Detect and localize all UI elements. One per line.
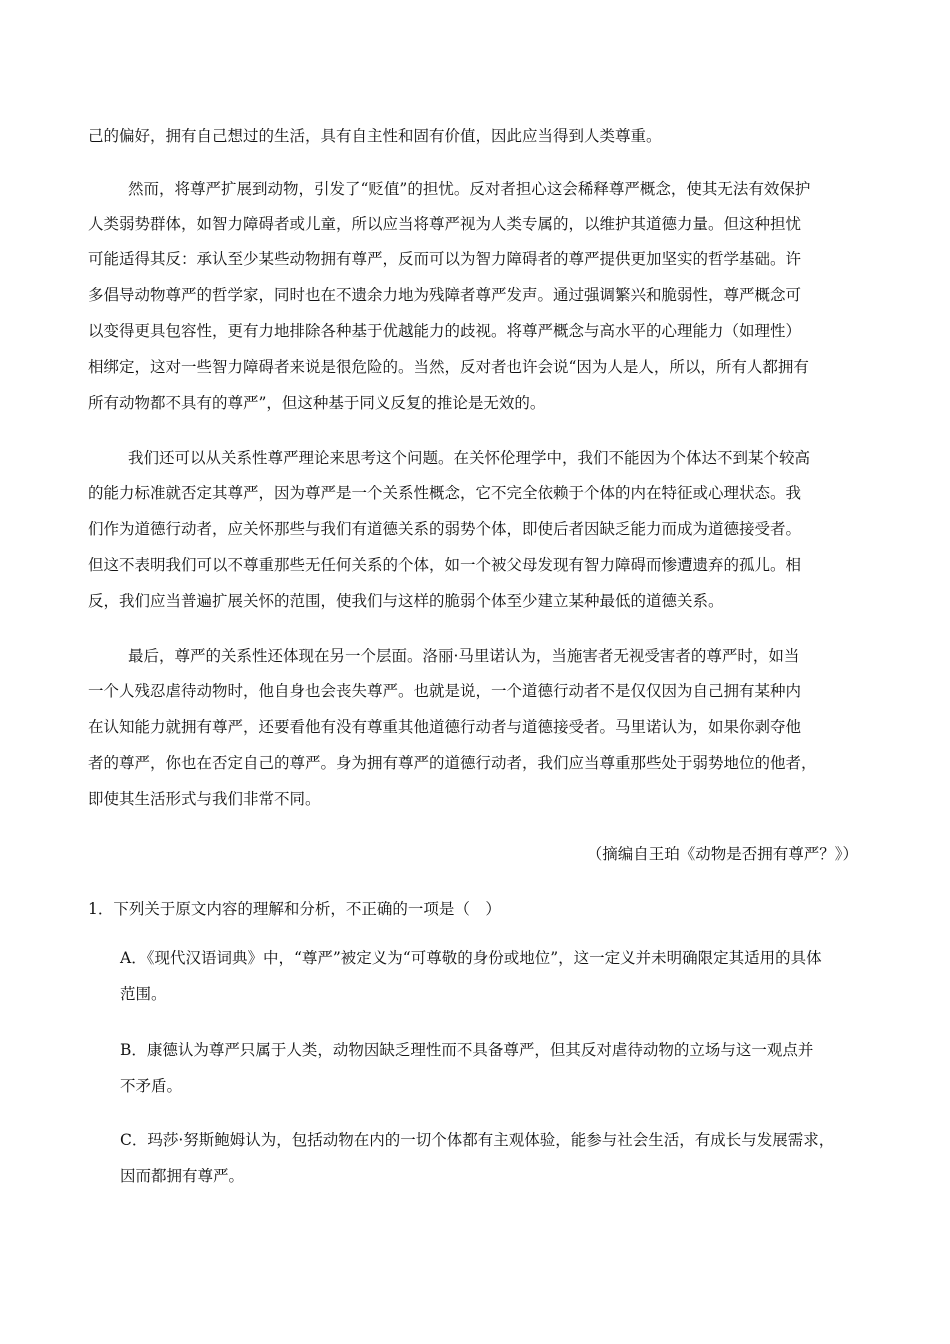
option-c-line: C．玛莎·努斯鲍姆认为，包括动物在内的一切个体都有主观体验，能参与社会生活，有成长与发展需求，	[120, 1131, 835, 1149]
paragraph-line: 多倡导动物尊严的哲学家，同时也在不遗余力地为残障者尊严发声。通过强调繁兴和脆弱性，尊严概念可	[88, 286, 802, 304]
paragraph-line: 最后，尊严的关系性还体现在另一个层面。洛丽·马里诺认为，当施害者无视受害者的尊严时，如当	[128, 647, 800, 665]
paragraph-line: 以变得更具包容性，更有力地排除各种基于优越能力的歧视。将尊严概念与高水平的心理能力（如理性）	[88, 322, 802, 340]
paragraph-line: 的能力标准就否定其尊严，因为尊严是一个关系性概念，它不完全依赖于个体的内在特征或心理状态。我	[88, 484, 802, 502]
option-a-line: A．《现代汉语词典》中，“尊严”被定义为“可尊敬的身份或地位”，这一定义并未明确限定其适用的具体	[120, 949, 822, 967]
paragraph-line: 相绑定，这对一些智力障碍者来说是很危险的。当然，反对者也许会说“因为人是人，所以，所有人都拥有	[88, 358, 809, 376]
paragraph-line: 己的偏好，拥有自己想过的生活，具有自主性和固有价值，因此应当得到人类尊重。	[88, 127, 662, 145]
paragraph-line: 即使其生活形式与我们非常不同。	[88, 790, 321, 808]
paragraph-line: 人类弱势群体，如智力障碍者或儿童，所以应当将尊严视为人类专属的，以维护其道德力量。但这种担忧	[88, 215, 802, 233]
paragraph-line: 反，我们应当普遍扩展关怀的范围，使我们与这样的脆弱个体至少建立某种最低的道德关系。	[88, 592, 724, 610]
option-b-line: 不矛盾。	[120, 1077, 183, 1095]
option-b-line: B．康德认为尊严只属于人类，动物因缺乏理性而不具备尊严，但其反对虐待动物的立场与这一观点并	[120, 1041, 814, 1059]
paragraph-line: 所有动物都不具有的尊严”，但这种基于同义反复的推论是无效的。	[88, 394, 546, 412]
paragraph-line: 一个人残忍虐待动物时，他自身也会丧失尊严。也就是说，一个道德行动者不是仅仅因为自己拥有某种内	[88, 682, 802, 700]
paragraph-line: 然而，将尊严扩展到动物，引发了“贬值”的担忧。反对者担心这会稀释尊严概念，使其无法有效保护	[128, 180, 811, 198]
paragraph-line: 但这不表明我们可以不尊重那些无任何关系的个体，如一个被父母发现有智力障碍而惨遭遗弃的孤儿。相	[88, 556, 802, 574]
paragraph-line: 我们还可以从关系性尊严理论来思考这个问题。在关怀伦理学中，我们不能因为个体达不到某个较高	[128, 449, 811, 467]
paragraph-line: 可能适得其反：承认至少某些动物拥有尊严，反而可以为智力障碍者的尊严提供更加坚实的哲学基础。许	[88, 250, 802, 268]
paragraph-line: 者的尊严，你也在否定自己的尊严。身为拥有尊严的道德行动者，我们应当尊重那些处于弱势地位的他者，	[88, 754, 817, 772]
option-c-line: 因而都拥有尊严。	[120, 1167, 245, 1185]
paragraph-line: 们作为道德行动者，应关怀那些与我们有道德关系的弱势个体，即使后者因缺乏能力而成为道德接受者。	[88, 520, 802, 538]
paragraph-line: 在认知能力就拥有尊严，还要看他有没有尊重其他道德行动者与道德接受者。马里诺认为，如果你剥夺他	[88, 718, 802, 736]
question-stem: 1．下列关于原文内容的理解和分析，不正确的一项是（ ）	[88, 900, 501, 918]
option-a-line: 范围。	[120, 985, 167, 1003]
source-attribution: （摘编自王珀《动物是否拥有尊严？》）	[586, 845, 858, 863]
